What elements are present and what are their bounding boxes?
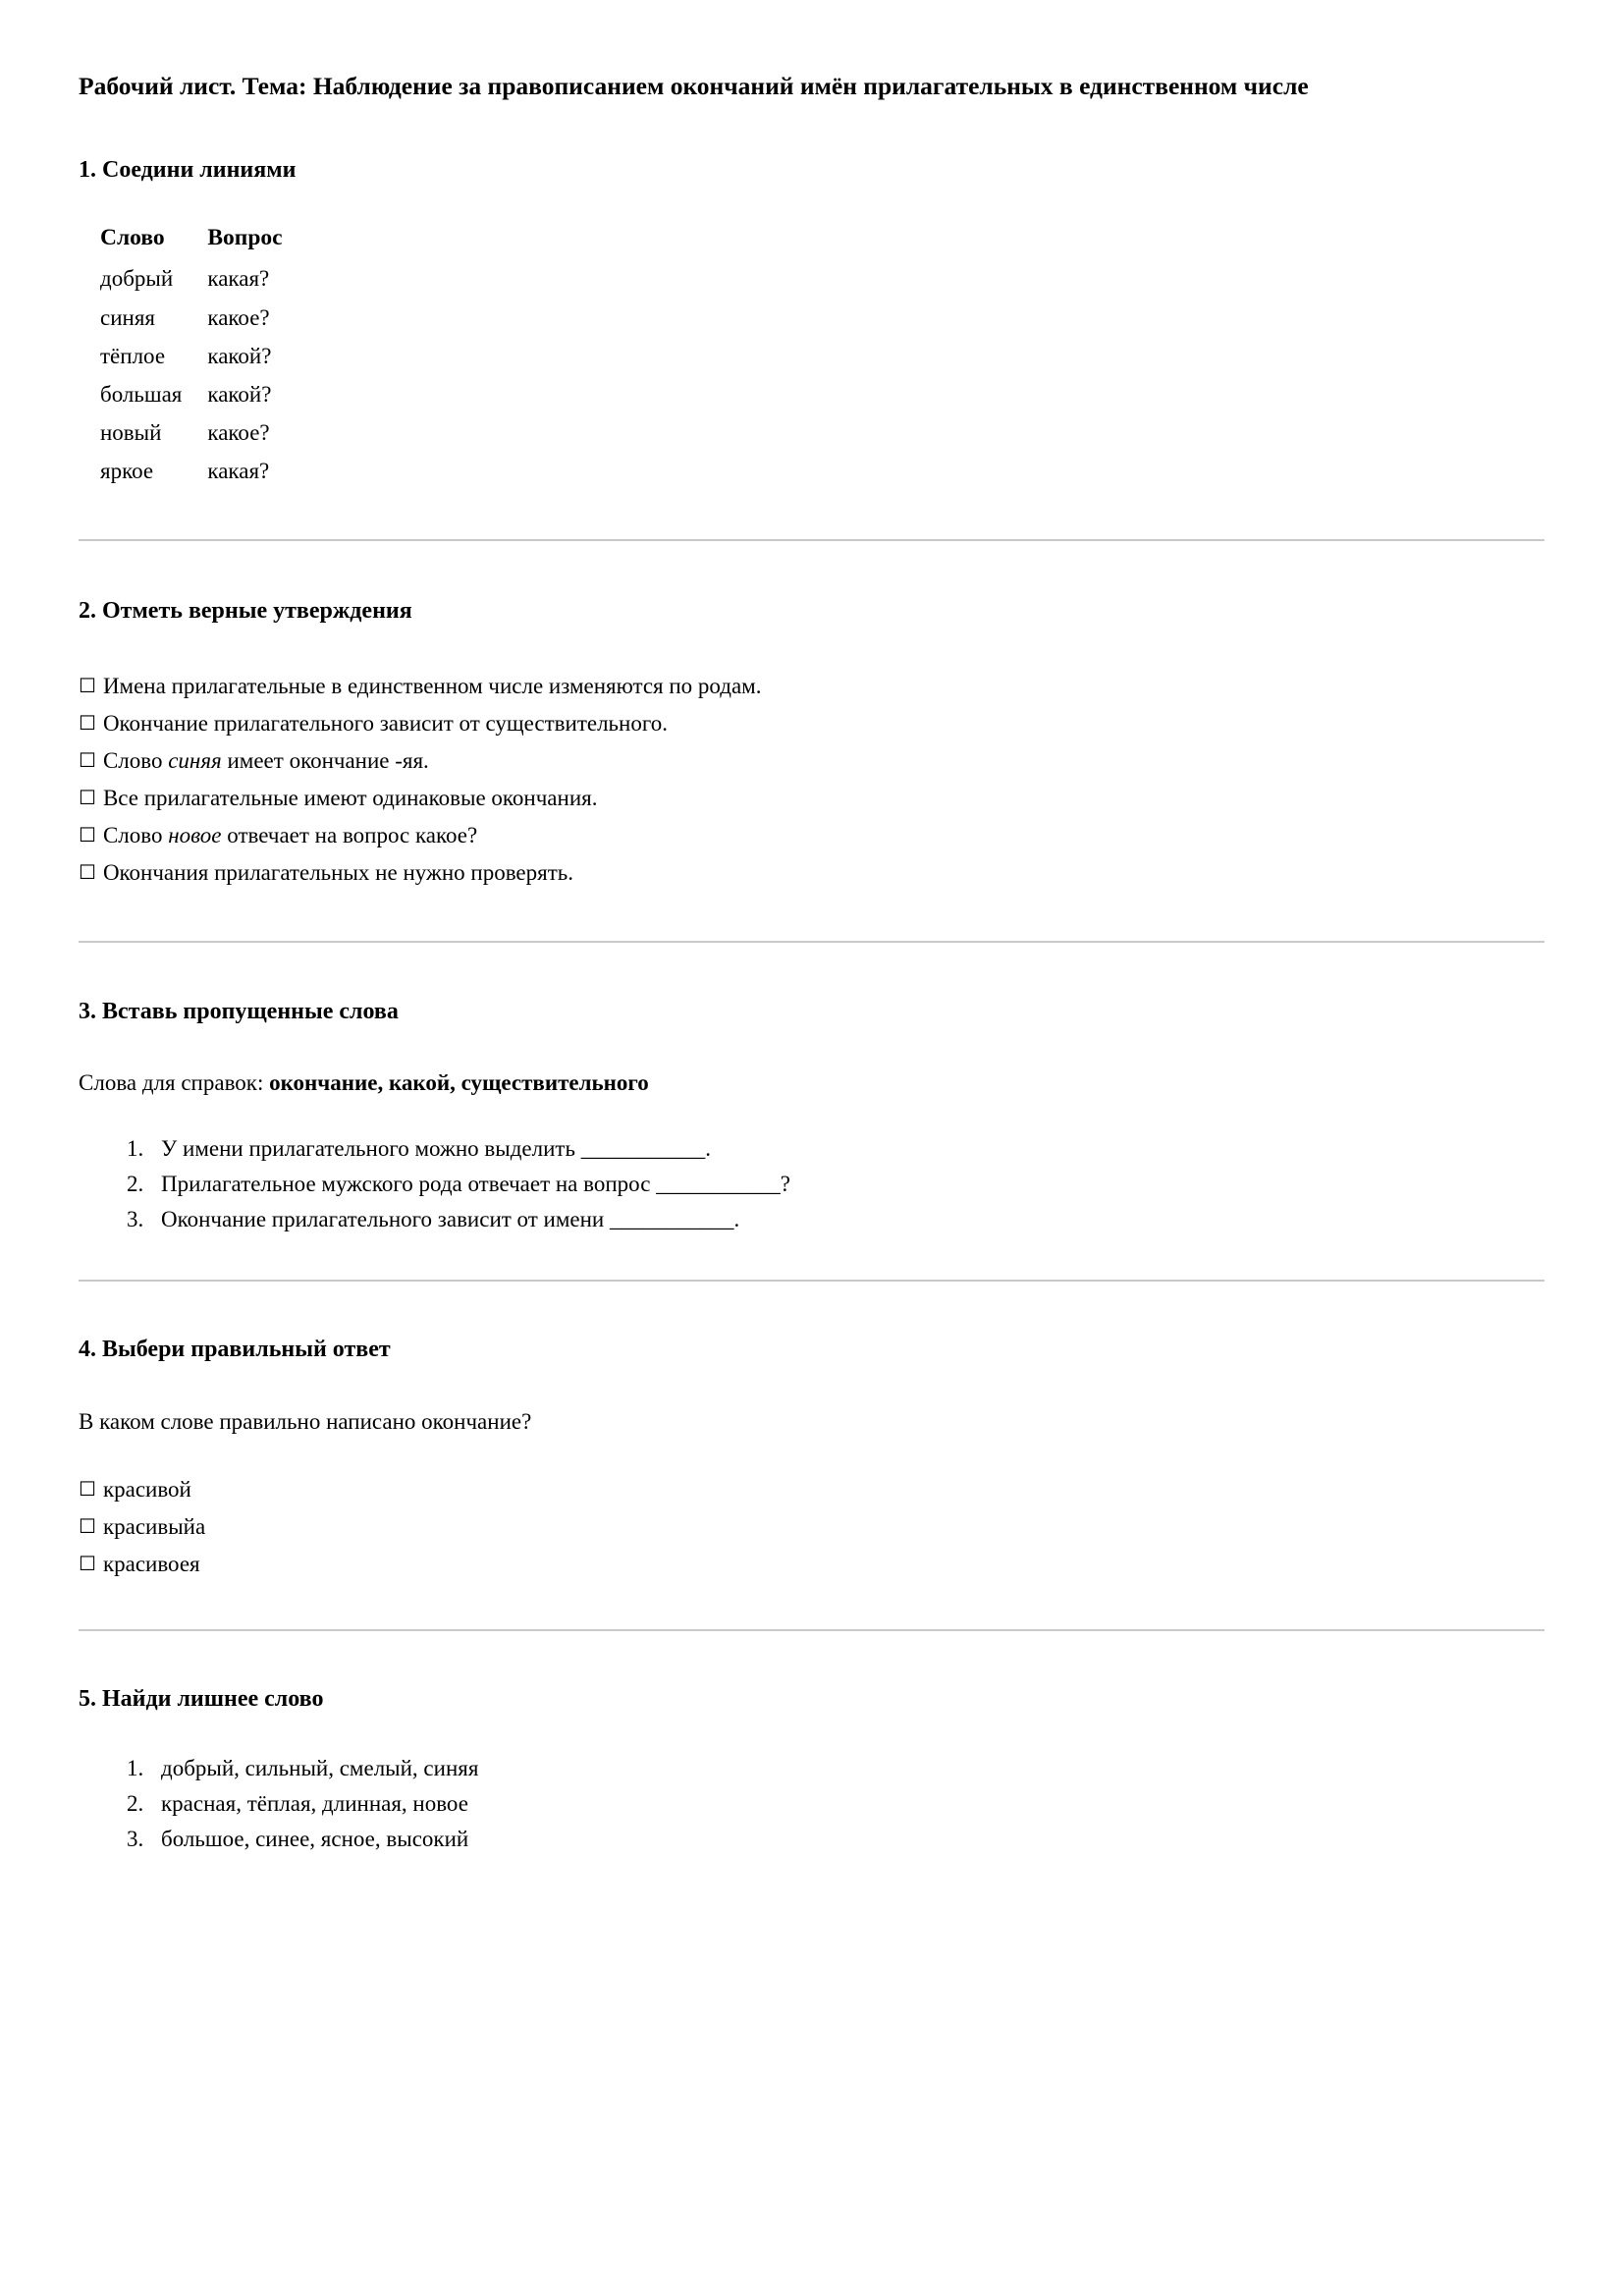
checkbox-icon[interactable]: ☐ bbox=[79, 1551, 96, 1575]
checkbox-statement[interactable] bbox=[79, 787, 1544, 809]
statement-text: Окончания прилагательных не нужно проверять. bbox=[102, 860, 574, 886]
section-1 bbox=[79, 155, 1544, 498]
section-2-heading: 2. Отметь верные утверждения bbox=[79, 598, 412, 625]
true-statements-list bbox=[79, 675, 1544, 884]
checkbox-icon[interactable]: ☐ bbox=[79, 786, 96, 810]
answer-option[interactable] bbox=[79, 1553, 1544, 1575]
list-item[interactable]: 1. добрый, сильный, смелый, синяя bbox=[149, 1757, 1544, 1779]
table-row[interactable] bbox=[100, 460, 283, 498]
section-2 bbox=[79, 596, 1544, 884]
table-row[interactable] bbox=[100, 421, 283, 460]
cell-word[interactable]: яркое bbox=[100, 459, 154, 484]
cell-question[interactable]: какая? bbox=[207, 459, 270, 484]
sentence-after: . bbox=[733, 1207, 740, 1232]
column-header-word: Слово bbox=[100, 225, 165, 251]
section-4 bbox=[79, 1335, 1544, 1575]
list-item[interactable]: 3. большое, синее, ясное, высокий bbox=[149, 1828, 1544, 1850]
odd-one-out-list bbox=[79, 1757, 1544, 1850]
sentence-before: Прилагательное мужского рода отвечает на вопрос bbox=[161, 1172, 657, 1197]
statement-text: Слово bbox=[102, 823, 169, 848]
table-header-row bbox=[100, 225, 283, 267]
list-item[interactable] bbox=[149, 1208, 1544, 1230]
cell-question[interactable]: какое? bbox=[207, 419, 270, 445]
cell-question[interactable]: какая? bbox=[207, 266, 270, 292]
word-bank-label: Слова для справок: bbox=[79, 1069, 270, 1095]
section-divider-1 bbox=[79, 539, 1544, 541]
word-bank bbox=[79, 1069, 1544, 1097]
list-item[interactable]: 2. красная, тёплая, длинная, новое bbox=[149, 1792, 1544, 1815]
section-divider-3 bbox=[79, 1280, 1544, 1282]
table-row[interactable] bbox=[100, 345, 283, 383]
sentence-before: У имени прилагательного можно выделить bbox=[161, 1136, 581, 1162]
fill-in-list bbox=[79, 1137, 1544, 1230]
statement-text-tail: имеет окончание -яя. bbox=[221, 748, 429, 774]
answer-options-list bbox=[79, 1478, 1544, 1575]
blank-field[interactable]: ___________ bbox=[610, 1207, 734, 1232]
statement-text-tail: отвечает на вопрос какое? bbox=[221, 823, 478, 848]
cell-word[interactable]: синяя bbox=[100, 304, 155, 330]
answer-option[interactable] bbox=[79, 1478, 1544, 1501]
table-row[interactable] bbox=[100, 306, 283, 345]
statement-text: Все прилагательные имеют одинаковые окончания. bbox=[102, 786, 598, 811]
statement-text: Имена прилагательные в единственном числе изменяются по родам. bbox=[102, 674, 762, 699]
cell-question[interactable]: какой? bbox=[207, 343, 272, 368]
section-3-heading: 3. Вставь пропущенные слова bbox=[79, 999, 399, 1025]
section-4-question: В каком слове правильно написано окончание? bbox=[79, 1409, 532, 1435]
checkbox-icon[interactable]: ☐ bbox=[79, 674, 96, 698]
section-divider-2 bbox=[79, 941, 1544, 943]
option-label: красивыйа bbox=[102, 1513, 206, 1539]
page-title: Рабочий лист. Тема: Наблюдение за правописанием окончаний имён прилагательных в единственном числе bbox=[79, 72, 1309, 100]
section-4-heading: 4. Выбери правильный ответ bbox=[79, 1337, 391, 1363]
section-5-heading: 5. Найди лишнее слово bbox=[79, 1685, 324, 1712]
statement-emphasis: синяя bbox=[168, 748, 222, 774]
checkbox-statement[interactable] bbox=[79, 712, 1544, 735]
checkbox-icon[interactable]: ☐ bbox=[79, 711, 96, 736]
cell-question[interactable]: какой? bbox=[207, 381, 272, 407]
sentence-after: ? bbox=[780, 1172, 790, 1197]
table-row[interactable] bbox=[100, 267, 283, 305]
statement-text: Окончание прилагательного зависит от существительного. bbox=[102, 711, 668, 737]
sentence-before: Окончание прилагательного зависит от имени bbox=[161, 1207, 610, 1232]
section-3 bbox=[79, 997, 1544, 1230]
checkbox-statement[interactable] bbox=[79, 861, 1544, 884]
checkbox-icon[interactable]: ☐ bbox=[79, 1476, 96, 1501]
cell-word[interactable]: тёплое bbox=[100, 343, 166, 368]
blank-field[interactable]: ___________ bbox=[580, 1136, 706, 1162]
section-divider-4 bbox=[79, 1629, 1544, 1631]
statement-emphasis: новое bbox=[168, 823, 222, 848]
option-label: красивой bbox=[102, 1476, 191, 1502]
sentence-after: . bbox=[705, 1136, 711, 1162]
cell-word[interactable]: добрый bbox=[100, 266, 174, 292]
match-words-table bbox=[100, 225, 283, 498]
checkbox-icon[interactable]: ☐ bbox=[79, 823, 96, 847]
checkbox-statement[interactable] bbox=[79, 824, 1544, 847]
word-bank-words: окончание, какой, существительного bbox=[269, 1069, 649, 1095]
list-item[interactable] bbox=[149, 1173, 1544, 1195]
cell-word[interactable]: новый bbox=[100, 419, 162, 445]
checkbox-icon[interactable]: ☐ bbox=[79, 1513, 96, 1538]
checkbox-statement[interactable] bbox=[79, 749, 1544, 772]
column-header-question: Вопрос bbox=[207, 225, 283, 251]
table-row[interactable] bbox=[100, 383, 283, 421]
checkbox-icon[interactable]: ☐ bbox=[79, 860, 96, 885]
statement-text: Слово bbox=[102, 748, 169, 774]
blank-field[interactable]: ___________ bbox=[656, 1172, 781, 1197]
option-label: красивоея bbox=[102, 1551, 200, 1576]
cell-word[interactable]: большая bbox=[100, 381, 183, 407]
answer-option[interactable] bbox=[79, 1515, 1544, 1538]
cell-question[interactable]: какое? bbox=[207, 304, 270, 330]
list-item[interactable] bbox=[149, 1137, 1544, 1160]
section-1-heading: 1. Соедини линиями bbox=[79, 157, 297, 184]
section-5 bbox=[79, 1684, 1544, 1850]
checkbox-icon[interactable]: ☐ bbox=[79, 748, 96, 773]
checkbox-statement[interactable] bbox=[79, 675, 1544, 697]
